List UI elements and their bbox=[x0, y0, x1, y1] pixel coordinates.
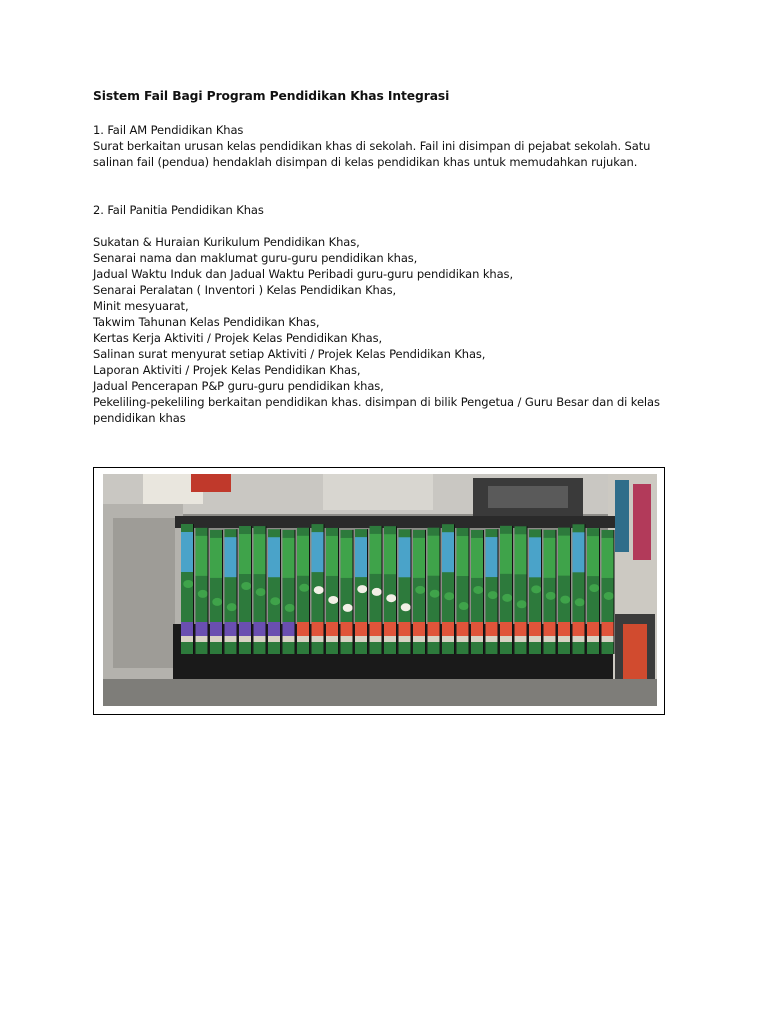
list-item: Takwim Tahunan Kelas Pendidikan Khas, bbox=[93, 315, 320, 329]
binder bbox=[297, 528, 310, 654]
binder bbox=[196, 528, 209, 654]
photo-illustration bbox=[103, 474, 657, 706]
binder bbox=[326, 528, 339, 654]
list-item: Jadual Pencerapan P&P guru-guru pendidikan khas, bbox=[93, 379, 384, 393]
binder bbox=[428, 528, 441, 654]
list-item: Pekeliling-pekeliling berkaitan pendidikan khas. disimpan di bilik Pengetua / Guru Besar dan di kelas pendidikan khas bbox=[93, 395, 660, 425]
binder bbox=[515, 526, 528, 654]
binder bbox=[225, 529, 238, 654]
binder bbox=[268, 529, 281, 654]
list-item: Salinan surat menyurat setiap Aktiviti / Projek Kelas Pendidikan Khas, bbox=[93, 347, 486, 361]
list-item: Sukatan & Huraian Kurikulum Pendidikan Khas, bbox=[93, 235, 360, 249]
binder bbox=[486, 529, 499, 654]
file-binders-photo bbox=[103, 474, 657, 706]
binder bbox=[602, 530, 615, 654]
binder bbox=[283, 530, 296, 654]
binder bbox=[384, 526, 397, 654]
binder bbox=[239, 526, 252, 654]
section-1-body: Surat berkaitan urusan kelas pendidikan khas di sekolah. Fail ini disimpan di pejabat sekolah. Satu salinan fail (pendua) hendaklah disimpan di kelas pendidikan khas untuk memudahkan rujukan. bbox=[93, 139, 651, 169]
binder bbox=[544, 530, 557, 654]
binder bbox=[442, 524, 455, 654]
binder bbox=[558, 528, 571, 654]
binder bbox=[341, 530, 354, 654]
binder bbox=[457, 528, 470, 654]
binder bbox=[312, 524, 325, 654]
file-list bbox=[93, 234, 683, 426]
binder bbox=[413, 530, 426, 654]
binder bbox=[587, 528, 600, 654]
binder bbox=[370, 526, 383, 654]
list-item: Kertas Kerja Aktiviti / Projek Kelas Pendidikan Khas, bbox=[93, 331, 383, 345]
binder bbox=[529, 529, 542, 654]
section-2-heading: 2. Fail Panitia Pendidikan Khas bbox=[93, 203, 264, 217]
section-fail-panitia bbox=[93, 202, 683, 426]
binder bbox=[573, 524, 586, 654]
list-item: Laporan Aktiviti / Projek Kelas Pendidikan Khas, bbox=[93, 363, 361, 377]
binder bbox=[471, 530, 484, 654]
section-1-heading: 1. Fail AM Pendidikan Khas bbox=[93, 123, 244, 137]
binder bbox=[210, 530, 223, 654]
list-item: Senarai nama dan maklumat guru-guru pendidikan khas, bbox=[93, 251, 418, 265]
list-item: Minit mesyuarat, bbox=[93, 299, 189, 313]
binder bbox=[181, 524, 194, 654]
binder bbox=[355, 529, 368, 654]
document-text bbox=[93, 88, 683, 426]
binder bbox=[500, 526, 513, 654]
list-item: Jadual Waktu Induk dan Jadual Waktu Peribadi guru-guru pendidikan khas, bbox=[93, 267, 513, 281]
binder bbox=[254, 526, 267, 654]
list-item: Senarai Peralatan ( Inventori ) Kelas Pendidikan Khas, bbox=[93, 283, 397, 297]
binder bbox=[399, 529, 412, 654]
section-fail-am bbox=[93, 122, 683, 170]
photo-frame bbox=[93, 467, 665, 715]
document-title: Sistem Fail Bagi Program Pendidikan Khas Integrasi bbox=[93, 89, 450, 103]
